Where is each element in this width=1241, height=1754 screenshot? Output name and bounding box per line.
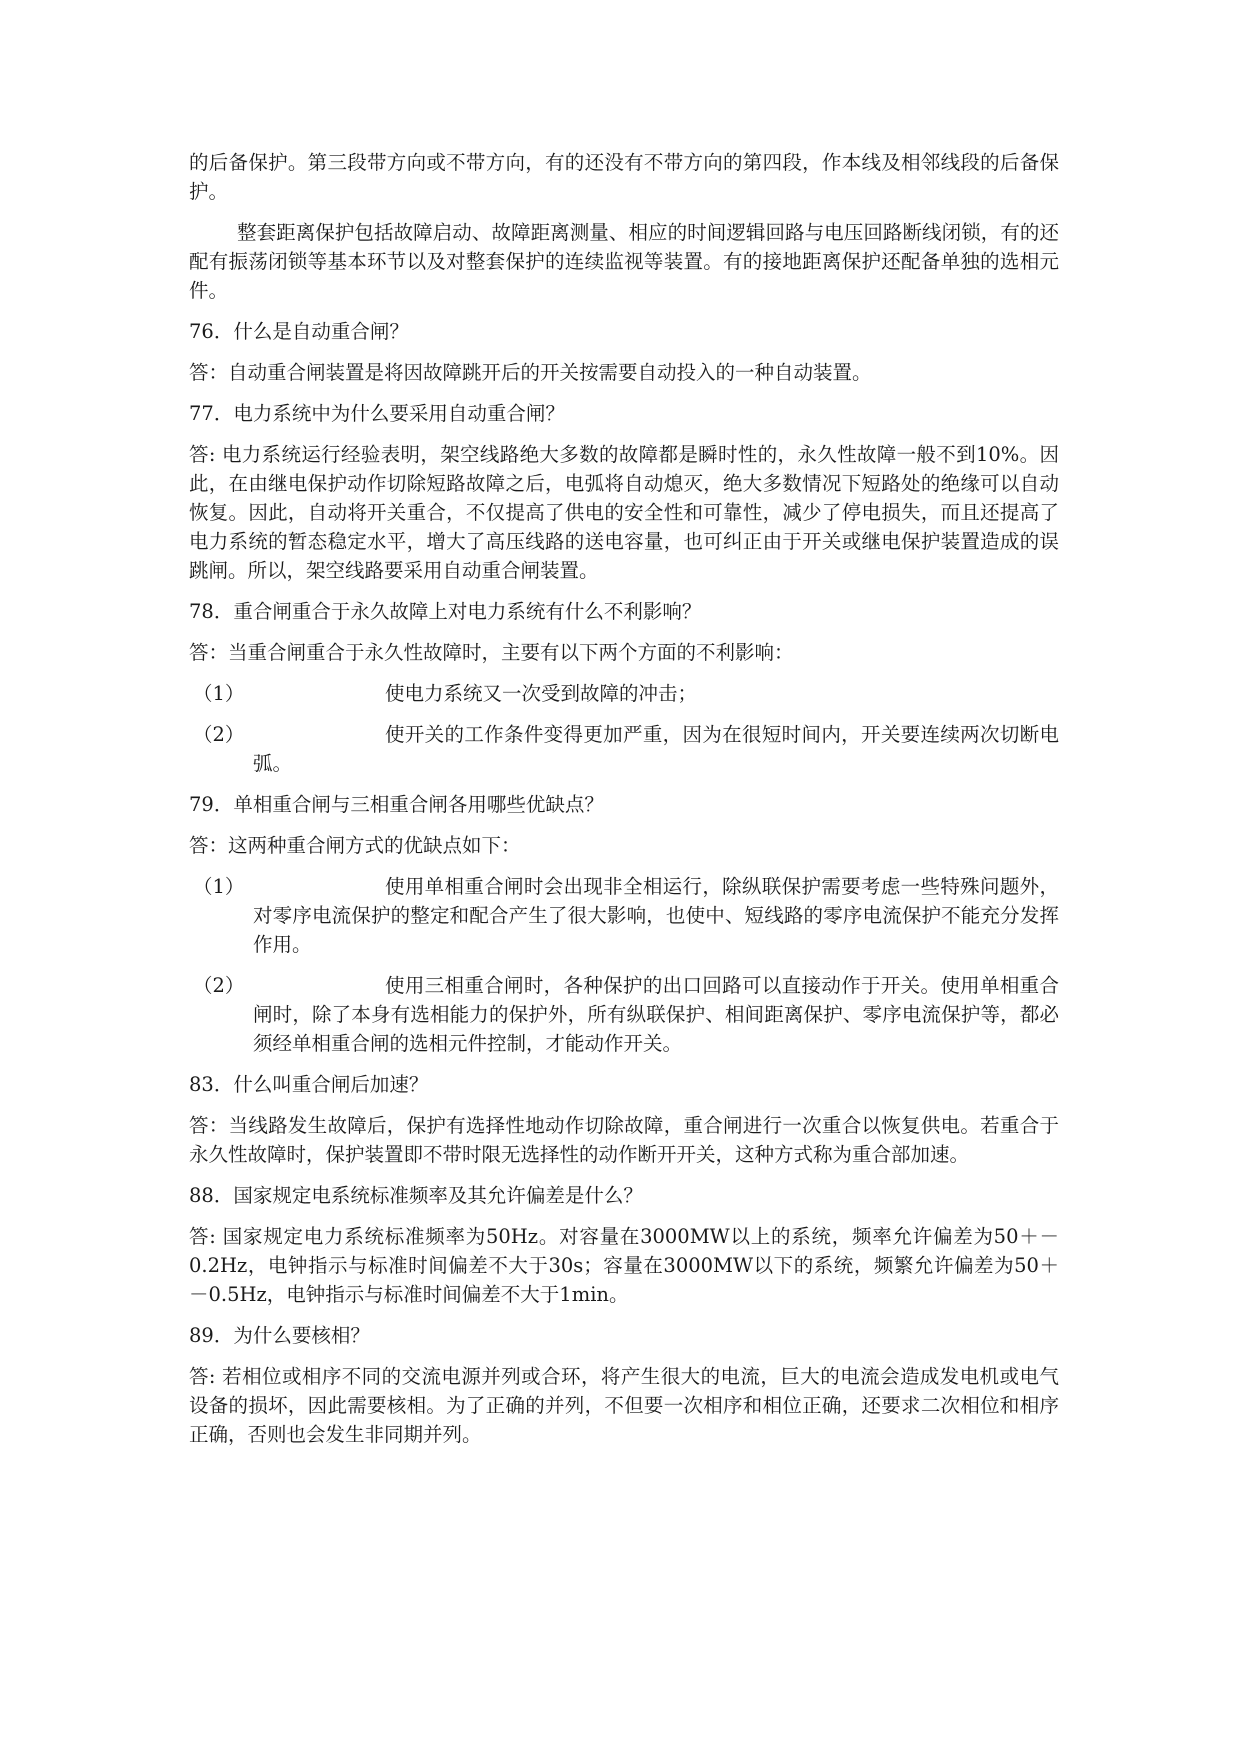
list-item: [189, 679, 1059, 708]
answer-89: 答: 若相位或相序不同的交流电源并列或合环，将产生很大的电流，巨大的电流会造成发电机或电气设备的损坏，因此需要核相。为了正确的并列，不但要一次相序和相位正确，还要求二次相位和相序正确，否则也会发生非同期并列。: [189, 1365, 1059, 1446]
paragraph-distance-protection: 整套距离保护包括故障启动、故障距离测量、相应的时间逻辑回路与电压回路断线闭锁，有的还配有振荡闭锁等基本环节以及对整套保护的连续监视等装置。有的接地距离保护还配备单独的选相元件。: [189, 221, 1059, 302]
document-body: [189, 148, 1059, 1461]
question-88: 88．国家规定电系统标准频率及其允许偏差是什么？: [189, 1184, 643, 1207]
list-item-number: （2）: [193, 974, 245, 997]
question-89: 89．为什么要核相？: [189, 1324, 370, 1347]
question-78: 78．重合闸重合于永久故障上对电力系统有什么不利影响？: [189, 600, 702, 623]
list-item-text: 使用单相重合闸时会出现非全相运行，除纵联保护需要考虑一些特殊问题外，对零序电流保护的整定和配合产生了很大影响，也使中、短线路的零序电流保护不能充分发挥作用。: [253, 875, 1059, 956]
list-item-text: 使用三相重合闸时，各种保护的出口回路可以直接动作于开关。使用单相重合闸时，除了本身有选相能力的保护外，所有纵联保护、相间距离保护、零序电流保护等，都必须经单相重合闸的选相元件控制，才能动作开关。: [253, 974, 1059, 1055]
list-item-text: 使电力系统又一次受到故障的冲击；: [385, 682, 698, 705]
list-item-number: （2）: [193, 723, 245, 746]
question-79: 79．单相重合闸与三相重合闸各用哪些优缺点？: [189, 793, 604, 816]
list-item-text: 使开关的工作条件变得更加严重，因为在很短时间内，开关要连续两次切断电弧。: [253, 723, 1059, 775]
question-76: 76．什么是自动重合闸？: [189, 320, 409, 343]
list-item-number: （1）: [193, 682, 245, 705]
list-item: [189, 720, 1059, 778]
answer-83: 答：当线路发生故障后，保护有选择性地动作切除故障，重合闸进行一次重合以恢复供电。若重合于永久性故障时，保护装置即不带时限无选择性的动作断开开关，这种方式称为重合部加速。: [189, 1114, 1059, 1166]
answer-77: 答: 电力系统运行经验表明，架空线路绝大多数的故障都是瞬时性的，永久性故障一般不到10%。因此，在由继电保护动作切除短路故障之后，电弧将自动熄灭，绝大多数情况下短路处的绝缘可以自动恢复。因此，自动将开关重合，不仅提高了供电的安全性和可靠性，减少了停电损失，而且还提高了电力系统的暂态稳定水平，增大了高压线路的送电容量，也可纠正由于开关或继电保护装置造成的误跳闸。所以，架空线路要采用自动重合闸装置。: [189, 443, 1059, 582]
question-83: 83．什么叫重合闸后加速？: [189, 1073, 429, 1096]
answer-78: 答：当重合闸重合于永久性故障时，主要有以下两个方面的不利影响：: [189, 641, 794, 664]
question-77: 77．电力系统中为什么要采用自动重合闸？: [189, 402, 565, 425]
list-item-number: （1）: [193, 875, 245, 898]
paragraph-continuation: 的后备保护。第三段带方向或不带方向，有的还没有不带方向的第四段，作本线及相邻线段的后备保护。: [189, 151, 1059, 203]
list-item: [189, 971, 1059, 1058]
list-item: [189, 872, 1059, 959]
answer-88: 答: 国家规定电力系统标准频率为50Hz。对容量在3000MW以上的系统，频率允许偏差为50＋－0.2Hz，电钟指示与标准时间偏差不大于30s；容量在3000MW以下的系统，频繁允许偏差为50＋－0.5Hz，电钟指示与标准时间偏差不大于1min。: [189, 1225, 1059, 1306]
answer-79: 答：这两种重合闸方式的优缺点如下：: [189, 834, 521, 857]
answer-76: 答：自动重合闸装置是将因故障跳开后的开关按需要自动投入的一种自动装置。: [189, 361, 872, 384]
